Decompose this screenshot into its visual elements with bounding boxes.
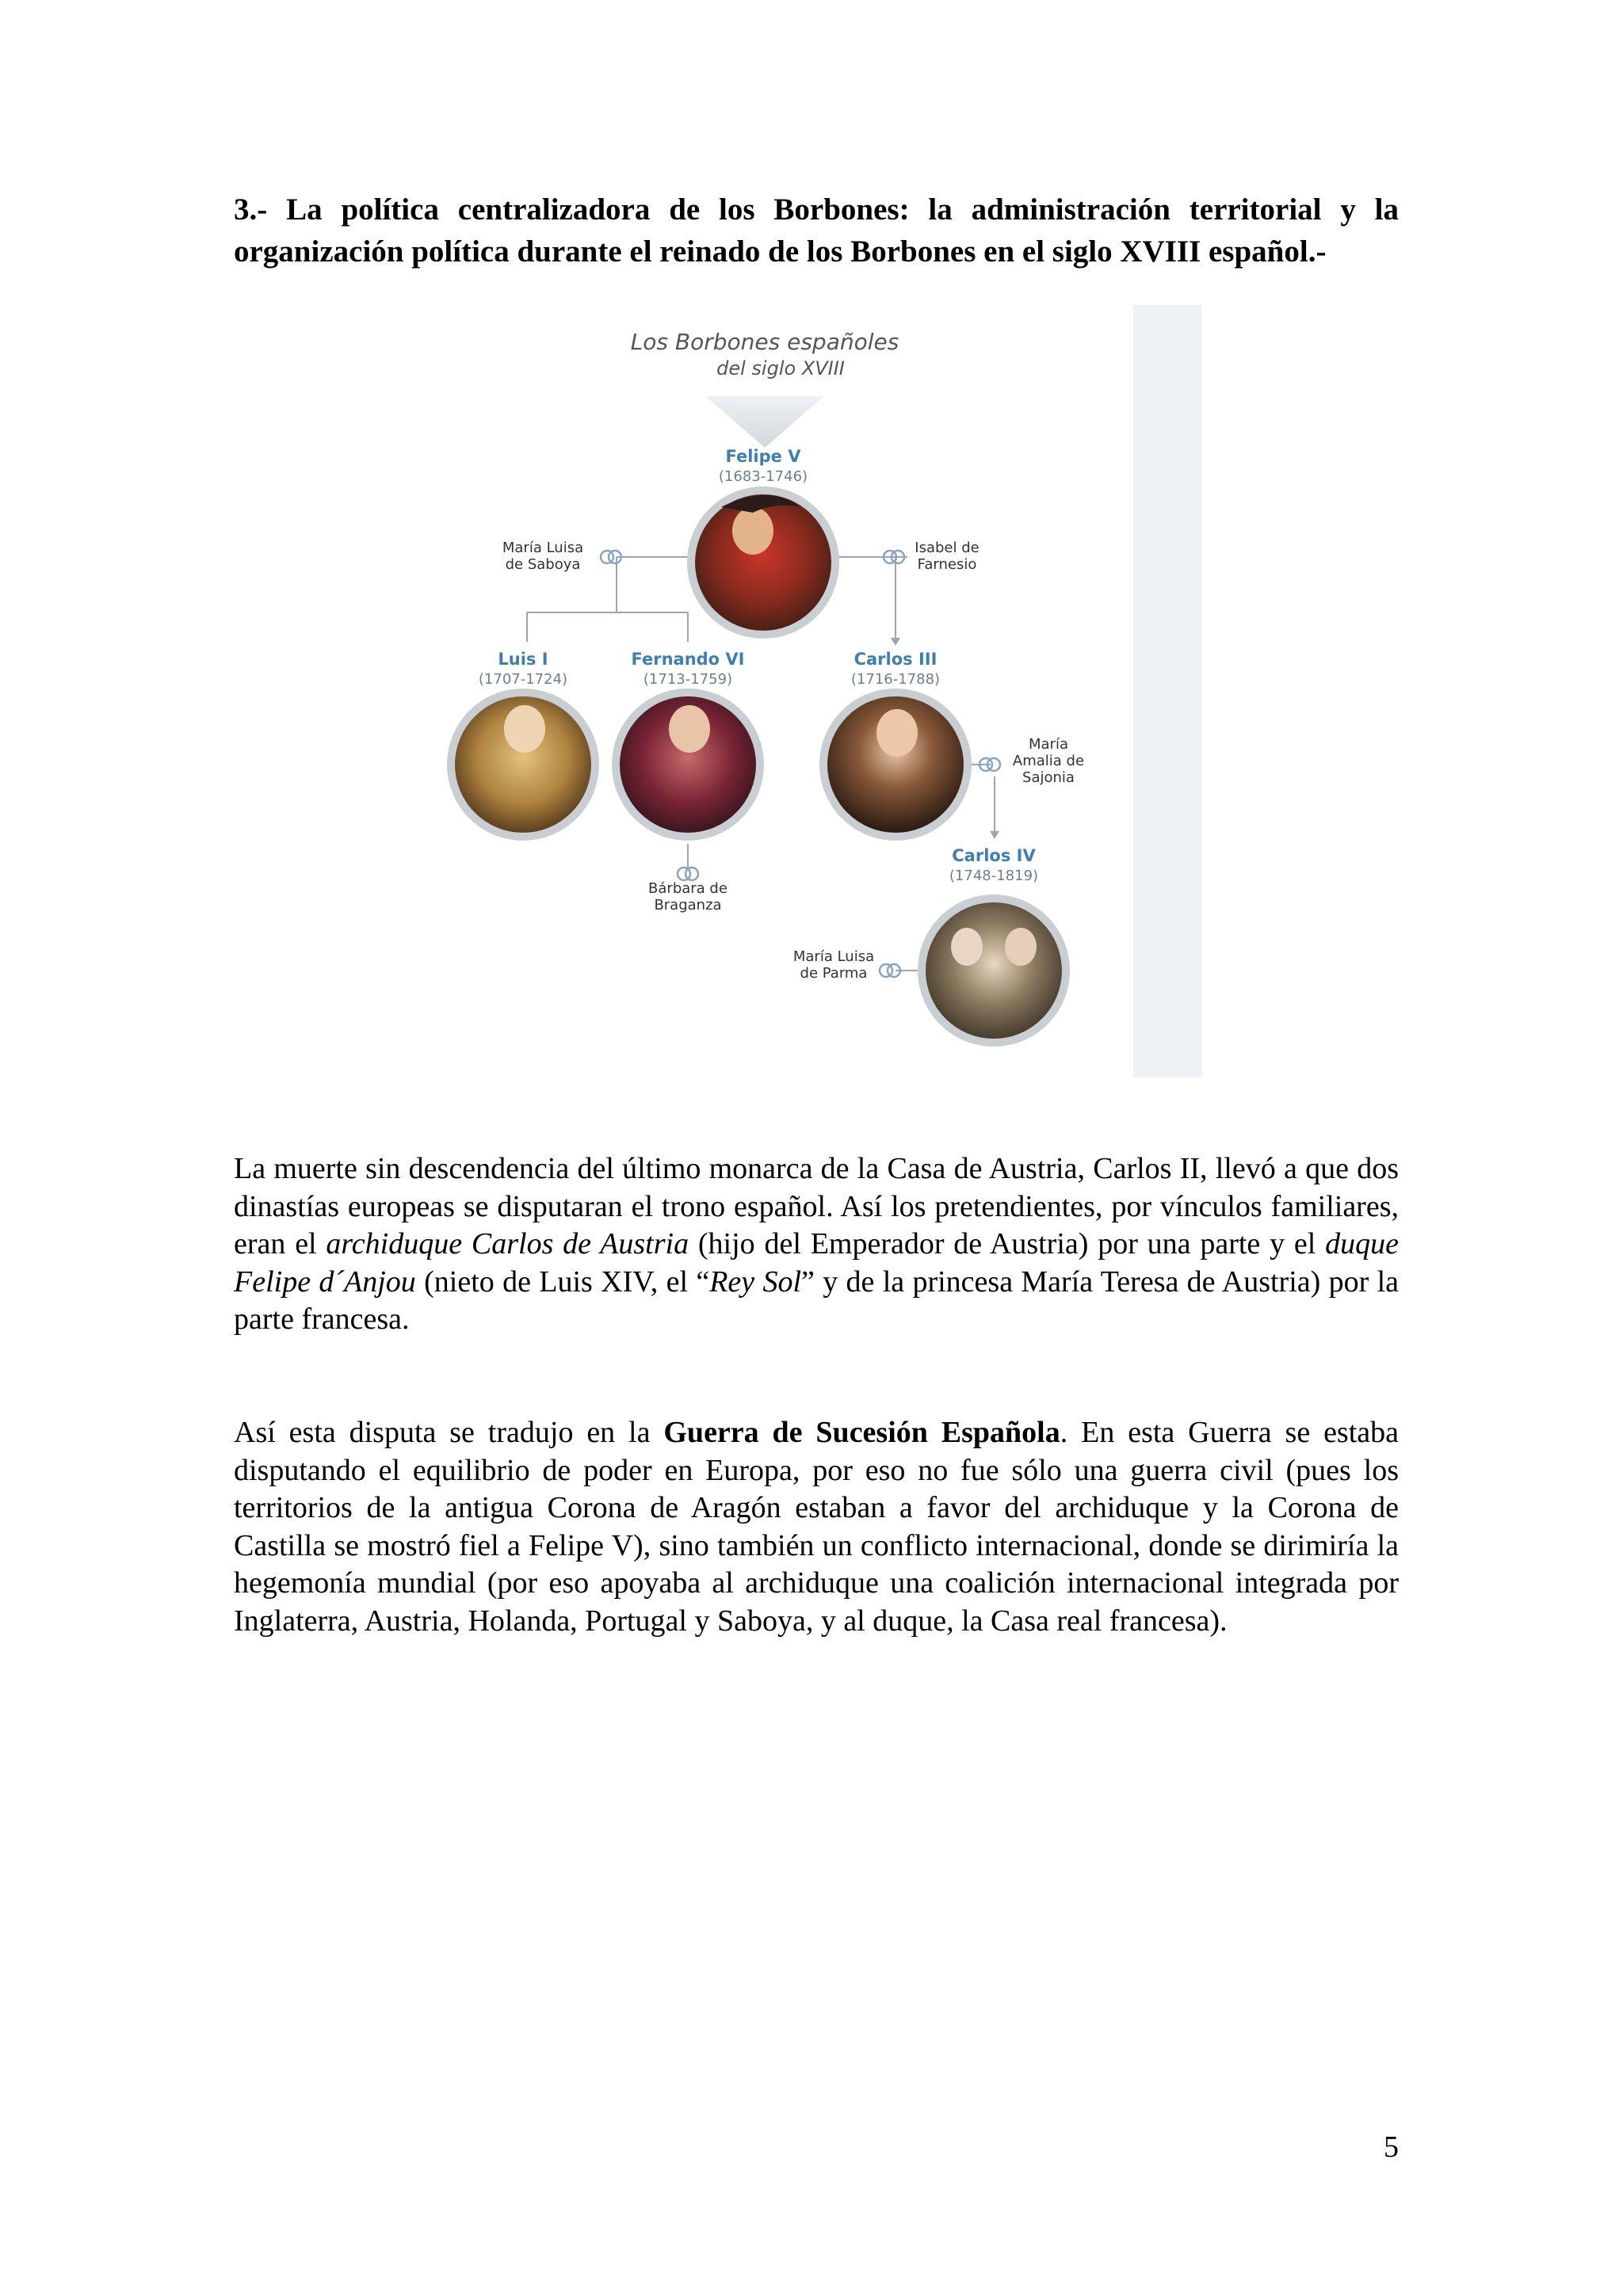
para1-text-1: La muerte sin descendencia del último monarca de la Casa de Austria, Carlos II, llevó a que dos dinastías europeas se disputaran el trono español. Así los pretendientes, por vínculos familiares, eran el	[234, 1152, 1399, 1261]
para1-text-4: ” y de la princesa María Teresa de Austria) por la parte francesa.	[234, 1264, 1399, 1336]
carlos-iii-name: Carlos III	[854, 650, 938, 669]
portrait-luis-i	[447, 688, 599, 841]
isabel-farnesio-line2: Farnesio	[917, 556, 977, 573]
figure-title-line2: del siglo XVIII	[716, 357, 845, 379]
side-panel	[1133, 305, 1201, 1077]
luis-i-name: Luis I	[498, 650, 548, 669]
section-heading	[234, 189, 1399, 273]
para1-text-3: (nieto de Luis XIV, el “	[415, 1264, 710, 1299]
maria-luisa-parma-line1: María Luisa	[792, 948, 875, 965]
barbara-braganza-line1: Bárbara de	[648, 880, 727, 897]
family-tree-figure	[428, 305, 1220, 1077]
maria-amalia-line1: María	[1029, 736, 1068, 753]
luis-i-dates: (1707-1724)	[478, 671, 568, 688]
ring-icon	[678, 868, 698, 880]
portrait-carlos-iv	[918, 894, 1070, 1047]
portrait-fernando-vi	[612, 688, 764, 841]
maria-amalia-line2: Amalia de	[1012, 753, 1085, 769]
fernando-vi-name: Fernando VI	[631, 650, 745, 669]
para1-italic-duke: duque Felipe d´Anjou	[234, 1227, 1399, 1299]
section-number: 3.-	[234, 193, 268, 227]
paragraph-war	[234, 1414, 1399, 1640]
maria-luisa-parma-line2: de Parma	[800, 965, 868, 982]
portrait-carlos-iii	[819, 688, 972, 841]
portrait-felipe-v	[687, 486, 839, 639]
para2-bold-war: Guerra de Sucesión Española	[663, 1416, 1060, 1449]
barbara-braganza-line2: Braganza	[654, 897, 722, 913]
carlos-iv-name: Carlos IV	[952, 846, 1036, 865]
para1-text-2: (hijo del Emperador de Austria) por una parte y el	[689, 1227, 1326, 1261]
title-pointer	[705, 396, 824, 448]
paragraph-succession	[234, 1150, 1399, 1339]
para2-text-2: . En esta Guerra se estaba disputando el equilibrio de poder en Europa, por eso no fue sólo una guerra civil (pues los territorios de la antigua Corona de Aragón estaban a favor del archiduque y la Corona de Castilla se mostró fiel a Felipe V), sino también un conflicto internacional, donde se dirimiría la hegemonía mundial (por eso apoyaba al archiduque una coalición internacional integrada por Inglaterra, Austria, Holanda, Portugal y Saboya, y al duque, la Casa real francesa).	[234, 1416, 1400, 1638]
para1-italic-rey-sol: Rey Sol	[709, 1264, 802, 1299]
para2-text-1: Así esta disputa se tradujo en la	[234, 1416, 664, 1449]
carlos-iv-dates: (1748-1819)	[949, 868, 1039, 884]
family-tree-diagram	[428, 305, 1220, 1077]
arrow-carlos-iv	[990, 831, 999, 839]
maria-luisa-saboya-line1: María Luisa	[502, 540, 584, 556]
felipe-v-dates: (1683-1746)	[718, 468, 808, 485]
page-number: 5	[1384, 2130, 1399, 2164]
felipe-v-name: Felipe V	[725, 447, 801, 466]
fernando-vi-dates: (1713-1759)	[643, 671, 733, 688]
figure-title-line1: Los Borbones españoles	[630, 329, 899, 355]
maria-amalia-line3: Sajonia	[1022, 769, 1075, 786]
isabel-farnesio-line1: Isabel de	[915, 540, 980, 556]
carlos-iii-dates: (1716-1788)	[850, 671, 941, 688]
maria-luisa-saboya-line2: de Saboya	[505, 556, 581, 573]
para1-italic-archduke: archiduque Carlos de Austria	[326, 1227, 689, 1261]
arrow-carlos-iii	[891, 638, 900, 646]
section-title: La política centralizadora de los Borbones: la administración territorial y la organización política durante el reinado de los Borbones en el siglo XVIII español.-	[234, 193, 1399, 269]
